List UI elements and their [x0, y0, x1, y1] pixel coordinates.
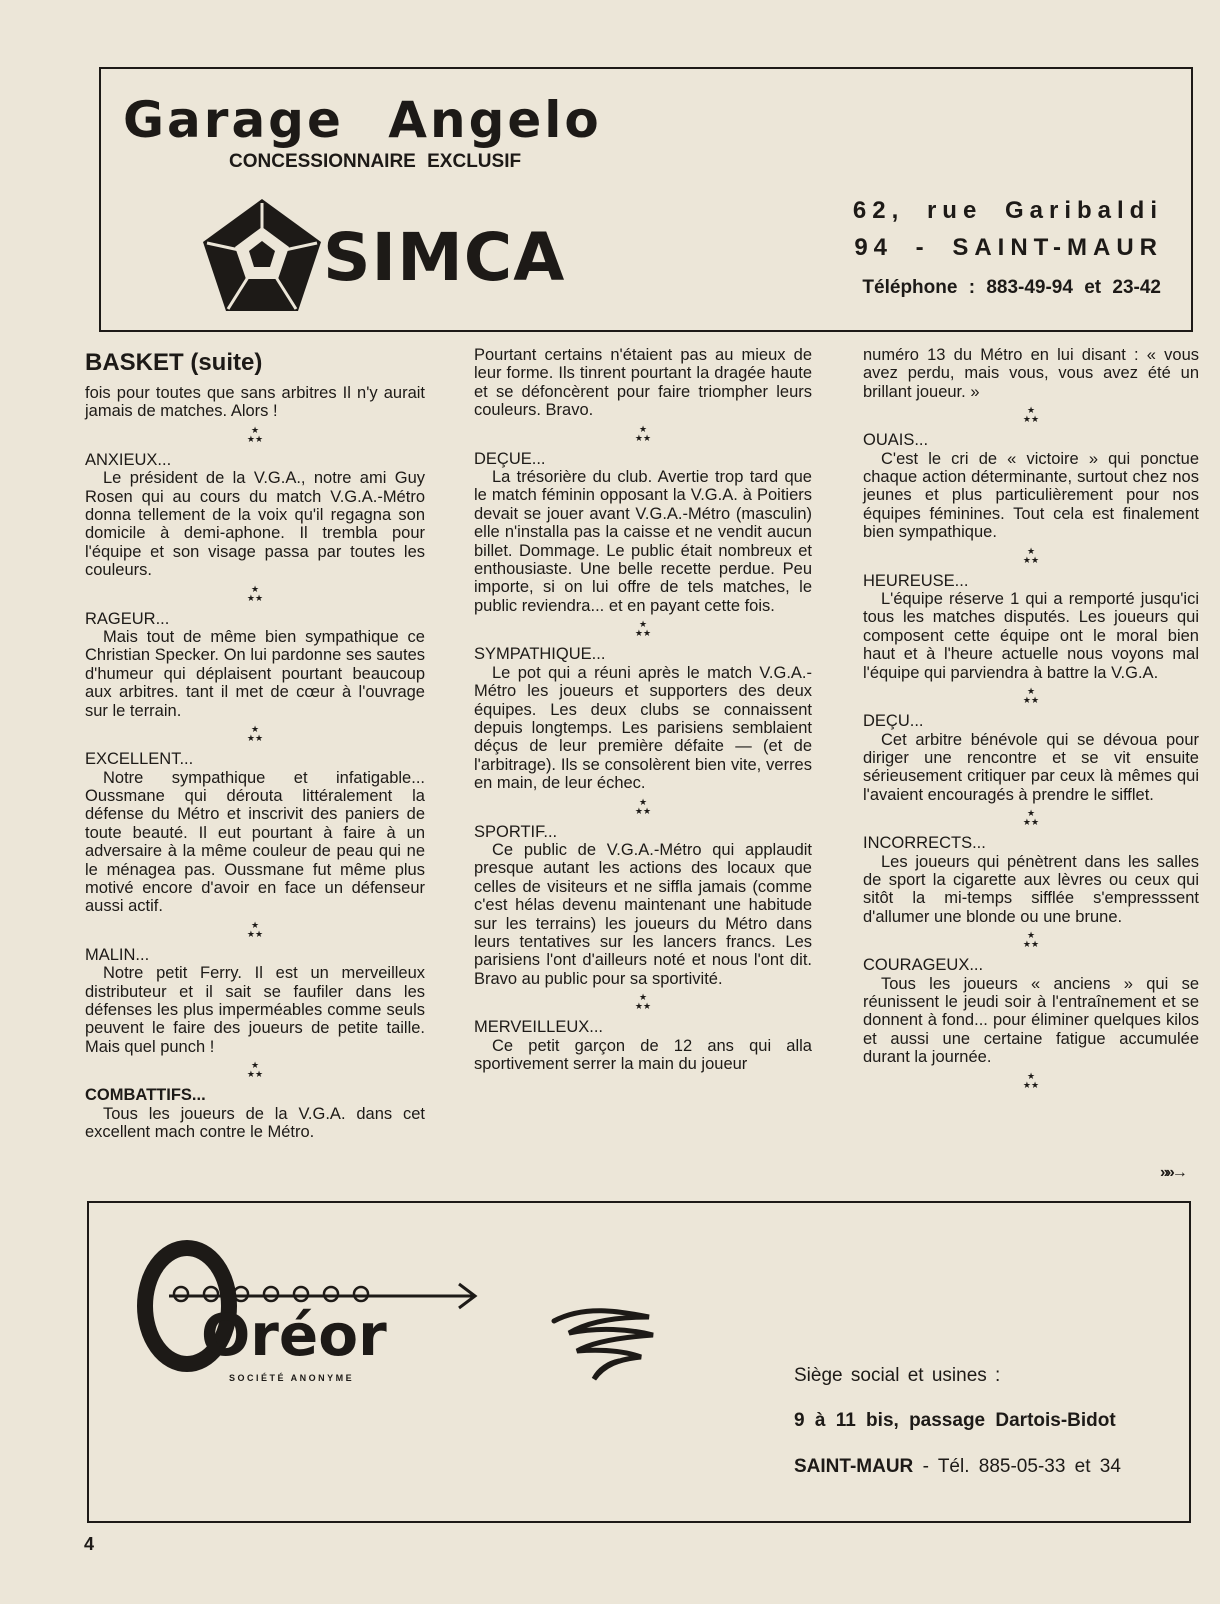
- simca-brand: SIMCA: [323, 219, 566, 296]
- article-column-2: [474, 346, 812, 1073]
- asterism-icon: ★ ★★: [634, 423, 652, 443]
- oreor-city: SAINT-MAUR: [794, 1456, 914, 1477]
- asterism-icon: ★ ★★: [1022, 930, 1040, 950]
- asterism-icon: ★ ★★: [634, 796, 652, 816]
- garage-angelo-ad: [99, 67, 1193, 332]
- section-heading: DEÇUE...: [474, 449, 546, 468]
- garage-name: Garage Angelo: [123, 91, 602, 149]
- article-column-1: [85, 346, 425, 1141]
- article-column-3: [863, 346, 1199, 1097]
- section-text: Ce public de V.G.A.-Métro qui applaudit presque autant les actions des locaux que celles de visiteurs et ne siffla jamais (comme c'est hélas devenu maintenant une habitude sur les terrains) les joueurs du Métro dans leurs tentatives sur les lancers francs. Les parisiens l'ont d'ailleurs noté et nous l'ont dit. Bravo au public pour sa sportivité.: [474, 840, 812, 988]
- section-text: Ce petit garçon de 12 ans qui alla sportivement serrer la main du joueur: [474, 1036, 812, 1073]
- oreor-address: 9 à 11 bis, passage Dartois-Bidot: [794, 1410, 1116, 1431]
- garage-phone: Téléphone : 883-49-94 et 23-42: [862, 277, 1161, 298]
- section-text: Tous les joueurs « anciens » qui se réunissent le jeudi soir à l'entraînement et se donnent à fond... pour éliminer quelques kilos et aussi une certaine fatigue accumulée durant la journée.: [863, 974, 1199, 1067]
- section-heading: MERVEILLEUX...: [474, 1018, 603, 1037]
- oreor-company-type: SOCIÉTÉ ANONYME: [229, 1373, 355, 1383]
- garage-address-city: 94 - SAINT-MAUR: [854, 234, 1163, 261]
- section-text: L'équipe réserve 1 qui a remporté jusqu'ici tous les matches disputés. Les joueurs qui composent cette équipe ont le moral bien haut et à l'heure actuelle nous voyons mal l'équipe qui parviendra à battre la V.G.A.: [863, 590, 1199, 682]
- asterism-icon: ★ ★★: [246, 424, 264, 444]
- asterism-icon: ★ ★★: [1022, 686, 1040, 706]
- page-number: 4: [84, 1534, 95, 1554]
- oreor-brand: Oréor: [201, 1301, 387, 1369]
- asterism-icon: ★ ★★: [634, 992, 652, 1012]
- asterism-icon: ★ ★★: [246, 1060, 264, 1080]
- asterism-icon: ★ ★★: [246, 724, 264, 744]
- section-text: Cet arbitre bénévole qui se dévoua pour diriger une rencontre et se vit ensuite sérieusement critiquer par ceux là mêmes qui l'avaient encouragés à prendre le sifflet.: [863, 730, 1199, 804]
- section-text: C'est le cri de « victoire » qui ponctue chaque action déterminante, surtout chez nos jeunes et plus particulièrement pour nos équipes féminines. Tout cela est finalement bien sympathique.: [863, 449, 1199, 542]
- head-office-label: Siège social et usines :: [794, 1365, 1001, 1386]
- oreor-ad: [87, 1201, 1191, 1523]
- section-heading: MALIN...: [85, 945, 150, 964]
- asterism-icon: ★ ★★: [1022, 1070, 1040, 1090]
- section-text: Notre petit Ferry. Il est un merveilleux distributeur et il sait se faufiler dans les défenses les plus imperméables comme seuls peuvent le faire des joueurs de petite taille. Mais quel punch !: [85, 964, 425, 1056]
- section-heading: COURAGEUX...: [863, 956, 984, 975]
- section-text: Tous les joueurs de la V.G.A. dans cet excellent mach contre le Métro.: [85, 1104, 425, 1141]
- section-text: La trésorière du club. Avertie trop tard que le match féminin opposant la V.G.A. à Poitiers devait se jouer avant V.G.A.-Métro (masculin) elle n'installa pas la caisse et ne vendit aucun billet. Dommage. Le public était nombreux et enthousiaste. Une belle recette perdue. Peu importe, si on lui offre de tels matches, le public reviendra... et en payant cette fois.: [474, 468, 812, 615]
- column-3-intro: numéro 13 du Métro en lui disant : « vous avez perdu, mais vous, vous avez été un brillant joueur. »: [863, 346, 1199, 401]
- asterism-icon: ★ ★★: [246, 583, 264, 603]
- article-title: BASKET (suite): [85, 349, 263, 376]
- section-heading: SYMPATHIQUE...: [474, 645, 606, 664]
- section-heading: HEUREUSE...: [863, 571, 969, 590]
- section-heading: EXCELLENT...: [85, 750, 194, 769]
- section-heading: INCORRECTS...: [863, 834, 986, 853]
- section-heading: DEÇU...: [863, 712, 924, 731]
- section-text: Mais tout de même bien sympathique ce Christian Specker. On lui pardonne ses sautes d'humeur qui déplaisent pourtant beaucoup aux arbitres. tant il met de cœur à l'ouvrage sur le terrain.: [85, 628, 425, 720]
- section-heading: SPORTIF...: [474, 822, 558, 841]
- asterism-icon: ★ ★★: [1022, 405, 1040, 425]
- garage-address-street: 62, rue Garibaldi: [852, 197, 1163, 224]
- column-1-intro: fois pour toutes que sans arbitres Il n'y aurait jamais de matches. Alors !: [85, 384, 425, 421]
- section-text: Le président de la V.G.A., notre ami Guy Rosen qui au cours du match V.G.A.-Métro donna tellement de la voix qu'il regagna son domicile à demi-aphone. Il trembla pour l'équipe et son visage passa par toutes les couleurs.: [85, 469, 425, 580]
- continued-arrow-icon: »»→: [1160, 1164, 1185, 1181]
- section-heading: ANXIEUX...: [85, 450, 172, 469]
- section-heading: OUAIS...: [863, 431, 929, 450]
- asterism-icon: ★ ★★: [1022, 808, 1040, 828]
- garage-subtitle: CONCESSIONNAIRE EXCLUSIF: [229, 151, 522, 172]
- section-text: Le pot qui a réuni après le match V.G.A.-Métro les joueurs et supporters des deux équipes. Les deux clubs se connaissent depuis longtemps. Les parisiens semblaient déçus de leur première défaite — (et de l'arbitrage). Ils se consolèrent bien vite, verres en main, de leur échec.: [474, 663, 812, 793]
- oreor-contact: [794, 1456, 1121, 1478]
- section-text: Les joueurs qui pénètrent dans les salles de sport la cigarette aux lèvres ou ceux qui sitôt la mi-temps sifflée s'empresssent d'allumer une blonde ou une brune.: [863, 852, 1199, 926]
- asterism-icon: ★ ★★: [246, 919, 264, 939]
- column-2-intro: Pourtant certains n'étaient pas au mieux de leur forme. Ils tinrent pourtant la dragée haute et se défoncèrent pour faire triompher leurs couleurs. Bravo.: [474, 346, 812, 420]
- oreor-phone: - Tél. 885-05-33 et 34: [922, 1456, 1121, 1477]
- section-heading: RAGEUR...: [85, 609, 170, 628]
- section-text: Notre sympathique et infatigable... Oussmane qui dérouta littéralement la défense du Métro et inscrivit des paniers de toute beauté. Il eut pourtant à faire à un adversaire à la même couleur de peau qui ne le ménagea pas. Oussmane fut même plus motivé encore d'avoir en face un défenseur aussi actif.: [85, 768, 425, 916]
- asterism-icon: ★ ★★: [1022, 545, 1040, 565]
- zigzag-emblem-icon: [549, 1303, 659, 1383]
- asterism-icon: ★ ★★: [634, 619, 652, 639]
- simca-star-icon: [201, 197, 323, 313]
- section-heading: COMBATTIFS...: [85, 1086, 206, 1105]
